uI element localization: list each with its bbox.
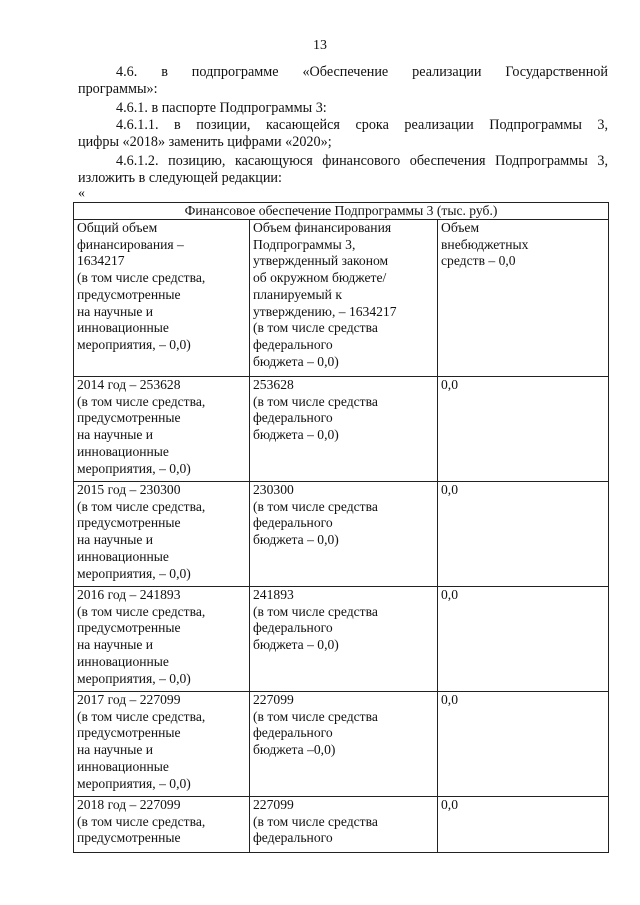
- table-row: [74, 692, 609, 797]
- row-2014-budget: 253628 (в том числе средства федерального бюджета – 0,0): [250, 377, 438, 482]
- table-caption: Финансовое обеспечение Подпрограммы 3 (тыс. руб.): [74, 203, 609, 220]
- paragraph-4-6-1-1-line-2: цифры «2018» заменить цифрами «2020»;: [78, 134, 332, 150]
- header-total-financing: Общий объем финансирования – 1634217 (в том числе средства, предусмотренные на научные и инновационные мероприятия, – 0,0): [74, 220, 250, 377]
- table-row: [74, 587, 609, 692]
- header-subprogram-financing: Объем финансирования Подпрограммы 3, утвержденный законом об окружном бюджете/ планируемый к утверждению, – 1634217 (в том числе средства федерального бюджета – 0,0): [250, 220, 438, 377]
- row-2014-total: 2014 год – 253628 (в том числе средства, предусмотренные на научные и инновационные мероприятия, – 0,0): [74, 377, 250, 482]
- row-2017-total: 2017 год – 227099 (в том числе средства, предусмотренные на научные и инновационные мероприятия, – 0,0): [74, 692, 250, 797]
- table-header-row: [74, 220, 609, 377]
- paragraph-4-6-1-1-line-1: 4.6.1.1. в позиции, касающейся срока реализации Подпрограммы 3,: [116, 117, 608, 133]
- row-2018-total: 2018 год – 227099 (в том числе средства, предусмотренные: [74, 797, 250, 853]
- row-2018-budget: 227099 (в том числе средства федерального: [250, 797, 438, 853]
- row-2014-extrabudgetary: 0,0: [438, 377, 609, 482]
- page-number: 13: [313, 38, 327, 53]
- row-2016-extrabudgetary: 0,0: [438, 587, 609, 692]
- row-2016-total: 2016 год – 241893 (в том числе средства, предусмотренные на научные и инновационные мероприятия, – 0,0): [74, 587, 250, 692]
- row-2015-total: 2015 год – 230300 (в том числе средства, предусмотренные на научные и инновационные мероприятия, – 0,0): [74, 482, 250, 587]
- row-2017-budget: 227099 (в том числе средства федерального бюджета –0,0): [250, 692, 438, 797]
- table-row: [74, 482, 609, 587]
- row-2015-budget: 230300 (в том числе средства федерального бюджета – 0,0): [250, 482, 438, 587]
- table-row: [74, 377, 609, 482]
- row-2017-extrabudgetary: 0,0: [438, 692, 609, 797]
- financing-table: [73, 202, 609, 853]
- paragraph-4-6-1-2-line-1: 4.6.1.2. позицию, касающуюся финансового обеспечения Подпрограммы 3,: [116, 153, 608, 169]
- row-2018-extrabudgetary: 0,0: [438, 797, 609, 853]
- paragraph-4-6-line-1: 4.6. в подпрограмме «Обеспечение реализации Государственной: [116, 64, 608, 80]
- paragraph-4-6-line-2: программы»:: [78, 81, 158, 97]
- row-2016-budget: 241893 (в том числе средства федерального бюджета – 0,0): [250, 587, 438, 692]
- row-2015-extrabudgetary: 0,0: [438, 482, 609, 587]
- table-row: [74, 797, 609, 853]
- opening-quote-mark: «: [78, 186, 85, 201]
- paragraph-4-6-1-2-line-2: изложить в следующей редакции:: [78, 170, 282, 186]
- header-extrabudgetary: Объем внебюджетных средств – 0,0: [438, 220, 609, 377]
- paragraph-4-6-1: 4.6.1. в паспорте Подпрограммы 3:: [116, 100, 327, 116]
